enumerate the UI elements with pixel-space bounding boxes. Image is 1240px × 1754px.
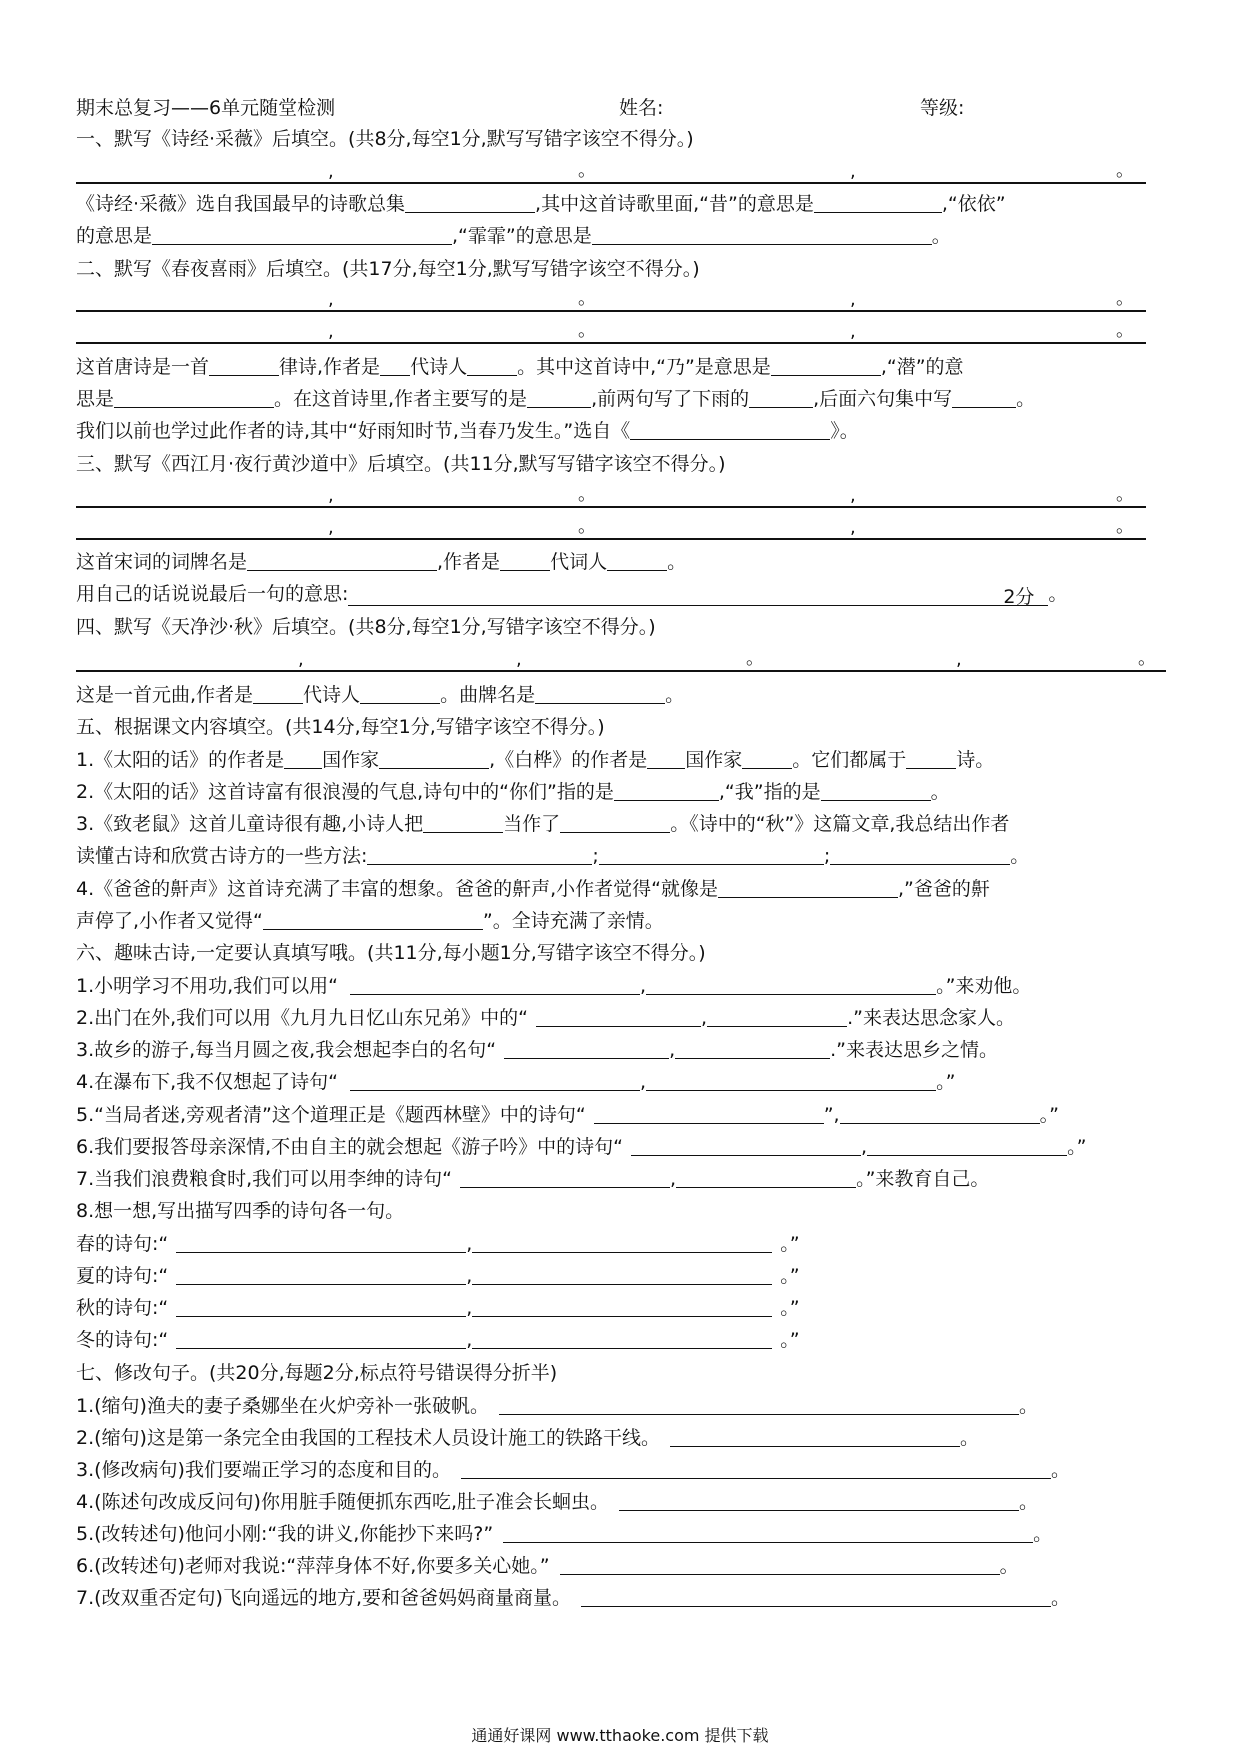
fill-blank[interactable] [867, 1135, 1067, 1156]
fill-blank[interactable] [742, 748, 792, 769]
fill-blank[interactable] [176, 1232, 466, 1253]
recite-line[interactable]: , 。 , 。 [76, 160, 1146, 184]
s3-question-line2: 用自己的话说说最后一句的意思: 2分 。 [76, 583, 1068, 608]
s7-question-1: 1.(缩句)渔夫的妻子桑娜坐在火炉旁补一张破帆。 。 [76, 1395, 1038, 1417]
section-7-heading: 七、修改句子。(共20分,每题2分,标点符号错误得分折半) [76, 1362, 558, 1384]
s6-question-4: 4.在瀑布下,我不仅想起了诗句“ , 。” [76, 1071, 956, 1093]
fill-blank[interactable] [560, 812, 670, 833]
s5-question-3-cont: 读懂古诗和欣赏古诗方的一些方法: ; ; 。 [76, 845, 1030, 867]
fill-blank[interactable] [749, 387, 813, 408]
fill-blank[interactable] [500, 550, 550, 571]
fill-blank[interactable] [504, 1038, 669, 1059]
section-2-heading: 二、默写《春夜喜雨》后填空。(共17分,每空1分,默写写错字该空不得分。) [76, 258, 700, 280]
fill-blank[interactable] [176, 1296, 466, 1317]
fill-blank[interactable] [360, 683, 440, 704]
fill-blank[interactable] [527, 387, 591, 408]
fill-blank[interactable] [423, 812, 503, 833]
section-1-heading: 一、默写《诗经·采薇》后填空。(共8分,每空1分,默写写错字该空不得分。) [76, 128, 694, 150]
s5-question-4-cont: 声停了,小作者又觉得“ ”。全诗充满了亲情。 [76, 910, 664, 932]
fill-blank[interactable] [472, 1296, 772, 1317]
answer-line[interactable] [560, 1554, 1000, 1575]
season-autumn: 秋的诗句:“ , 。” [76, 1297, 800, 1319]
fill-blank[interactable] [152, 224, 452, 245]
s6-question-8: 8.想一想,写出描写四季的诗句各一句。 [76, 1200, 405, 1222]
recite-line[interactable]: , 。 , 。 [76, 516, 1146, 540]
fill-blank[interactable] [176, 1264, 466, 1285]
s7-question-3: 3.(修改病句)我们要端正学习的态度和目的。 。 [76, 1459, 1070, 1481]
recite-line[interactable]: , 。 , 。 [76, 320, 1146, 344]
fill-blank[interactable] [718, 877, 898, 898]
s7-question-6: 6.(改转述句)老师对我说:“萍萍身体不好,你要多关心她。” 。 [76, 1555, 1019, 1577]
s7-question-2: 2.(缩句)这是第一条完全由我国的工程技术人员设计施工的铁路干线。 。 [76, 1427, 979, 1449]
recite-line[interactable]: , 。 , 。 [76, 288, 1146, 312]
fill-blank[interactable] [284, 748, 322, 769]
recite-line[interactable]: , 。 , 。 [76, 484, 1146, 508]
fill-blank[interactable] [380, 355, 410, 376]
fill-blank[interactable] [467, 355, 517, 376]
s6-question-6: 6.我们要报答母亲深情,不由自主的就会想起《游子吟》中的诗句“ , 。” [76, 1136, 1087, 1158]
s1-question-line2: 的意思是 ,“霏霏”的意思是 。 [76, 225, 951, 247]
fill-blank[interactable] [460, 1167, 670, 1188]
fill-blank[interactable]: 2分 [348, 585, 1048, 606]
s1-question-line1: 《诗经·采薇》选自我国最早的诗歌总集 ,其中这首诗歌里面,“昔”的意思是 ,“依依” [76, 193, 1006, 215]
fill-blank[interactable] [840, 1103, 1040, 1124]
s6-question-5: 5.“当局者迷,旁观者清”这个道理正是《题西林壁》中的诗句“ ”, 。” [76, 1104, 1059, 1126]
answer-line[interactable] [619, 1490, 1019, 1511]
fill-blank[interactable] [472, 1328, 772, 1349]
season-winter: 冬的诗句:“ , 。” [76, 1329, 800, 1351]
fill-blank[interactable] [707, 1006, 847, 1027]
section-3-heading: 三、默写《西江月·夜行黄沙道中》后填空。(共11分,默写写错字该空不得分。) [76, 453, 726, 475]
fill-blank[interactable] [614, 780, 719, 801]
s3-question-line1: 这首宋词的词牌名是 ,作者是 代词人 。 [76, 551, 687, 573]
fill-blank[interactable] [906, 748, 956, 769]
s7-question-4: 4.(陈述句改成反问句)你用脏手随便抓东西吃,肚子准会长蛔虫。 。 [76, 1491, 1039, 1513]
footer-credit: 通通好课网 www.tthaoke.com 提供下载 [471, 1726, 769, 1745]
s5-question-3: 3.《致老鼠》这首儿童诗很有趣,小诗人把 当作了 。《诗中的“秋”》这篇文章,我总结出作者 [76, 813, 1010, 835]
page-title: 期末总复习——6单元随堂检测 [76, 97, 336, 119]
s7-question-7: 7.(改双重否定句)飞向遥远的地方,要和爸爸妈妈商量商量。 。 [76, 1587, 1071, 1609]
fill-blank[interactable] [830, 844, 1010, 865]
s5-question-2: 2.《太阳的话》这首诗富有很浪漫的气息,诗句中的“你们”指的是 ,“我”指的是 。 [76, 781, 950, 803]
fill-blank[interactable] [247, 550, 437, 571]
s2-question-line2: 思是 。在这首诗里,作者主要写的是 ,前两句写了下雨的 ,后面六句集中写 。 [76, 388, 1036, 410]
answer-line[interactable] [499, 1394, 1019, 1415]
s4-question-line: 这是一首元曲,作者是 代诗人 。曲牌名是 。 [76, 684, 685, 706]
answer-line[interactable] [670, 1426, 960, 1447]
s6-question-2: 2.出门在外,我们可以用《九月九日忆山东兄弟》中的“ , .”来表达思念家人。 [76, 1007, 1015, 1029]
fill-blank[interactable] [350, 1070, 640, 1091]
s5-question-4: 4.《爸爸的鼾声》这首诗充满了丰富的想象。爸爸的鼾声,小作者觉得“就像是 ,”爸爸的鼾 [76, 878, 990, 900]
fill-blank[interactable] [630, 419, 830, 440]
fill-blank[interactable] [263, 909, 483, 930]
fill-blank[interactable] [646, 974, 936, 995]
fill-blank[interactable] [472, 1264, 772, 1285]
fill-blank[interactable] [647, 748, 685, 769]
fill-blank[interactable] [952, 387, 1016, 408]
s6-question-1: 1.小明学习不用功,我们可以用“ , 。”来劝他。 [76, 975, 1032, 997]
fill-blank[interactable] [405, 192, 535, 213]
fill-blank[interactable] [675, 1038, 830, 1059]
s6-question-3: 3.故乡的游子,每当月圆之夜,我会想起李白的名句“ , .”来表达思乡之情。 [76, 1039, 998, 1061]
fill-blank[interactable] [379, 748, 489, 769]
fill-blank[interactable] [350, 974, 640, 995]
fill-blank[interactable] [114, 387, 274, 408]
fill-blank[interactable] [676, 1167, 856, 1188]
fill-blank[interactable] [472, 1232, 772, 1253]
fill-blank[interactable] [631, 1135, 861, 1156]
fill-blank[interactable] [176, 1328, 466, 1349]
answer-line[interactable] [503, 1522, 1033, 1543]
fill-blank[interactable] [599, 844, 824, 865]
section-6-heading: 六、趣味古诗,一定要认真填写哦。(共11分,每小题1分,写错字该空不得分。) [76, 942, 706, 964]
answer-line[interactable] [581, 1586, 1051, 1607]
fill-blank[interactable] [821, 780, 931, 801]
s6-question-7: 7.当我们浪费粮食时,我们可以用李绅的诗句“ , 。”来教育自己。 [76, 1168, 990, 1190]
name-label: 姓名: [619, 97, 664, 119]
fill-blank[interactable] [367, 844, 592, 865]
fill-blank[interactable] [536, 1006, 701, 1027]
fill-blank[interactable] [607, 550, 667, 571]
fill-blank[interactable] [209, 355, 279, 376]
season-spring: 春的诗句:“ , 。” [76, 1233, 800, 1255]
s2-question-line3: 我们以前也学过此作者的诗,其中“好雨知时节,当春乃发生。”选自《 》。 [76, 420, 859, 442]
fill-blank[interactable] [646, 1070, 936, 1091]
s7-question-5: 5.(改转述句)他问小刚:“我的讲义,你能抄下来吗?” 。 [76, 1523, 1053, 1545]
grade-label: 等级: [920, 97, 965, 119]
season-summer: 夏的诗句:“ , 。” [76, 1265, 800, 1287]
section-5-heading: 五、根据课文内容填空。(共14分,每空1分,写错字该空不得分。) [76, 716, 605, 738]
s5-question-1: 1.《太阳的话》的作者是 国作家 ,《白桦》的作者是 国作家 。它们都属于 诗。 [76, 749, 995, 771]
fill-blank[interactable] [594, 1103, 824, 1124]
recite-line[interactable]: , , 。 , 。 [76, 648, 1166, 672]
fill-blank[interactable] [253, 683, 303, 704]
fill-blank[interactable] [535, 683, 665, 704]
fill-blank[interactable] [592, 224, 932, 245]
section-4-heading: 四、默写《天净沙·秋》后填空。(共8分,每空1分,写错字该空不得分。) [76, 616, 656, 638]
fill-blank[interactable] [814, 192, 942, 213]
s2-question-line1: 这首唐诗是一首 律诗,作者是 代诗人 。其中这首诗中,“乃”是意思是 ,“潜”的意 [76, 356, 964, 378]
fill-blank[interactable] [771, 355, 881, 376]
answer-line[interactable] [461, 1458, 1051, 1479]
